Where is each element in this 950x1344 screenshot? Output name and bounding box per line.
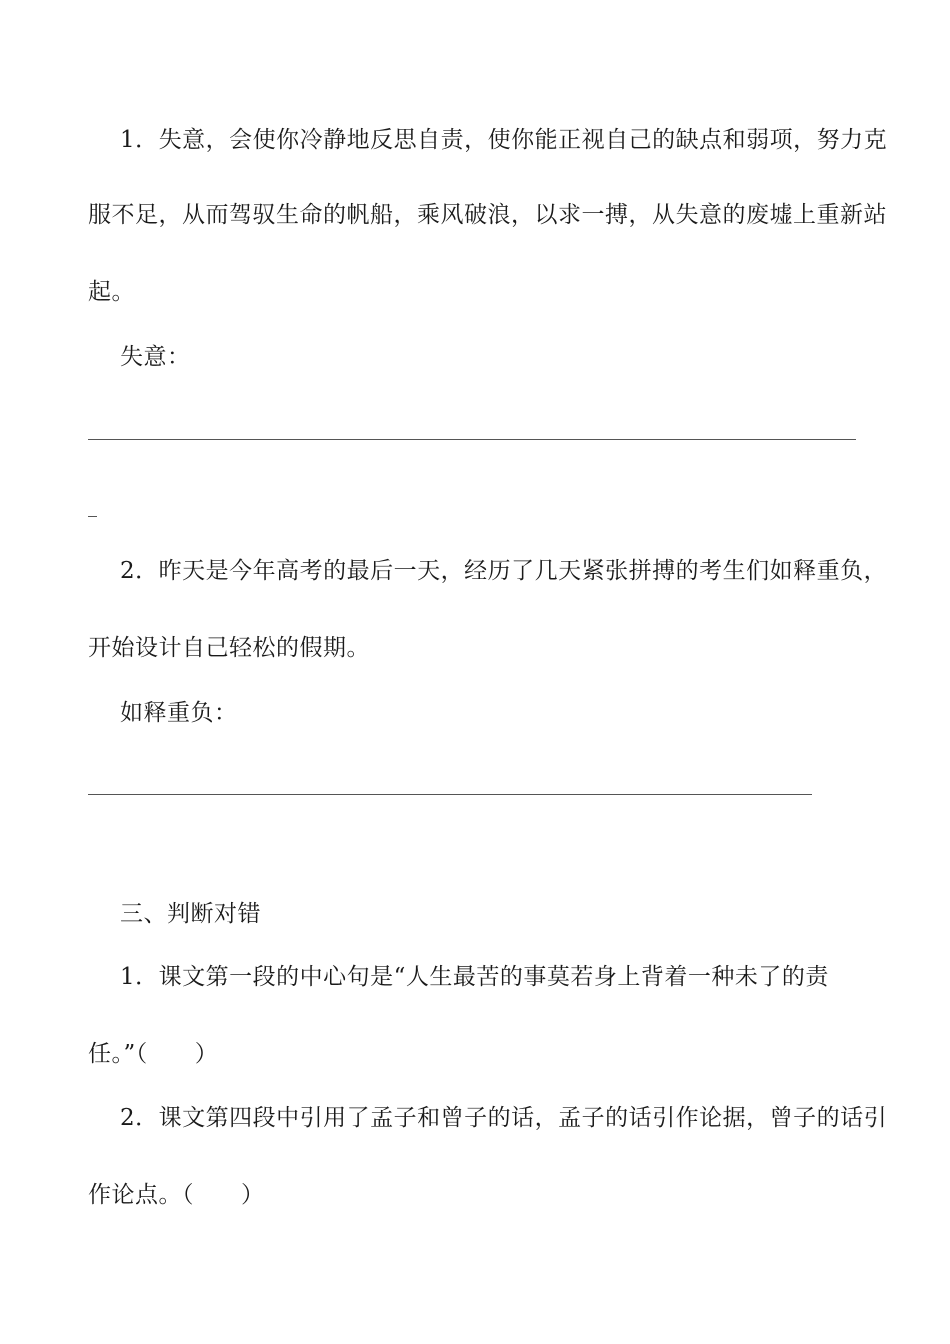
s2-q2-line2: 开始设计自己轻松的假期。 [88, 635, 370, 661]
s2-q1-answer-line [88, 439, 856, 440]
s3-q1-line1: 1．课文第一段的中心句是“人生最苦的事莫若身上背着一种未了的责 [120, 964, 829, 990]
s2-q2-line1: 2．昨天是今年高考的最后一天，经历了几天紧张拼搏的考生们如释重负， [120, 558, 888, 584]
s2-q1-label: 失意： [120, 344, 191, 370]
s2-q2-label: 如释重负： [120, 700, 238, 726]
s3-q1-line2: 任。”（ ） [88, 1041, 219, 1067]
s2-q1-answer-line-overflow [88, 516, 97, 517]
s2-q2-answer-line [88, 794, 812, 795]
s3-heading: 三、判断对错 [120, 901, 261, 927]
s2-q1-line1: 1．失意，会使你冷静地反思自责，使你能正视自己的缺点和弱项，努力克 [120, 127, 888, 153]
s3-q2-line2: 作论点。（ ） [88, 1182, 265, 1208]
s3-q2-line1: 2．课文第四段中引用了孟子和曾子的话，孟子的话引作论据，曾子的话引 [120, 1105, 888, 1131]
s2-q1-line3: 起。 [88, 279, 135, 305]
s2-q1-line2: 服不足，从而驾驭生命的帆船，乘风破浪，以求一搏，从失意的废墟上重新站 [88, 202, 887, 228]
